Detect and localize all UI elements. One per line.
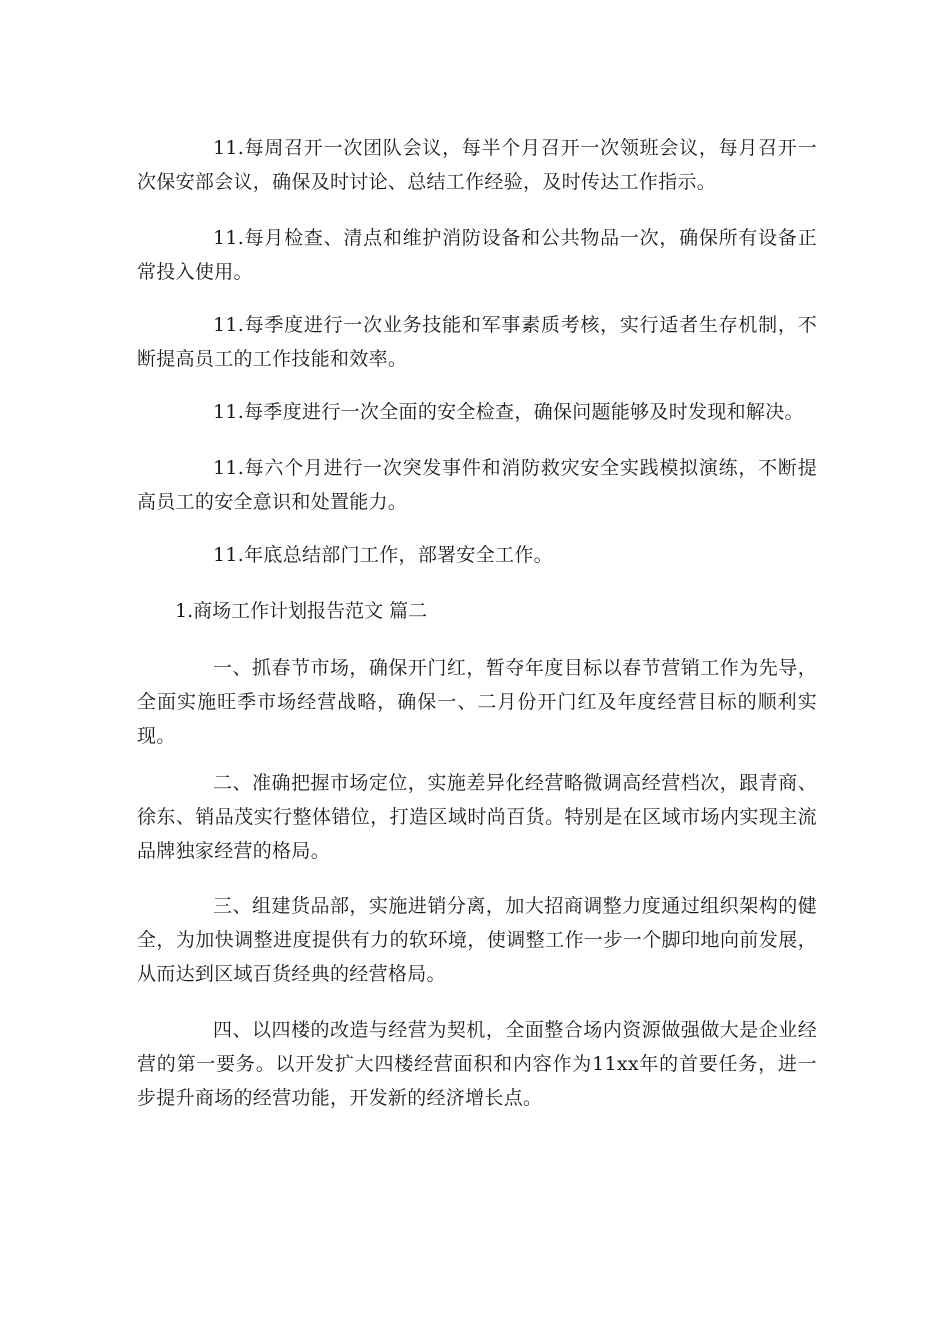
paragraph-market-positioning: 二、准确把握市场定位，实施差异化经营略微调高经营档次，跟青商、徐东、销品茂实行整体错位，打造区域时尚百货。特别是在区域市场内实现主流品牌独家经营的格局。 [137, 772, 817, 862]
paragraph-quarterly-assessment: 11.每季度进行一次业务技能和军事素质考核，实行适者生存机制，不断提高员工的工作技能和效率。 [137, 314, 817, 370]
paragraph-merchandise-department: 三、组建货品部，实施进销分离，加大招商调整力度通过组织架构的健全，为加快调整进度提供有力的软环境，使调整工作一步一个脚印地向前发展，从而达到区域百货经典的经营格局。 [137, 895, 817, 985]
paragraph-monthly-inspection: 11.每月检查、清点和维护消防设备和公共物品一次，确保所有设备正常投入使用。 [137, 227, 817, 283]
paragraph-emergency-drill: 11.每六个月进行一次突发事件和消防救灾安全实践模拟演练，不断提高员工的安全意识和处置能力。 [137, 457, 817, 513]
section-heading: 1.商场工作计划报告范文 篇二 [175, 600, 428, 622]
paragraph-quarterly-safety-check: 11.每季度进行一次全面的安全检查，确保问题能够及时发现和解决。 [213, 401, 804, 423]
paragraph-spring-festival: 一、抓春节市场，确保开门红，暂夺年度目标以春节营销工作为先导，全面实施旺季市场经营战略，确保一、二月份开门红及年度经营目标的顺利实现。 [137, 657, 817, 747]
paragraph-weekly-meetings: 11.每周召开一次团队会议，每半个月召开一次领班会议，每月召开一次保安部会议，确保及时讨论、总结工作经验，及时传达工作指示。 [137, 137, 817, 193]
paragraph-fourth-floor: 四、以四楼的改造与经营为契机，全面整合场内资源做强做大是企业经营的第一要务。以开发扩大四楼经营面积和内容作为11xx年的首要任务，进一步提升商场的经营功能，开发新的经济增长点。 [137, 1019, 817, 1109]
paragraph-year-end-summary: 11.年底总结部门工作，部署安全工作。 [213, 544, 553, 566]
